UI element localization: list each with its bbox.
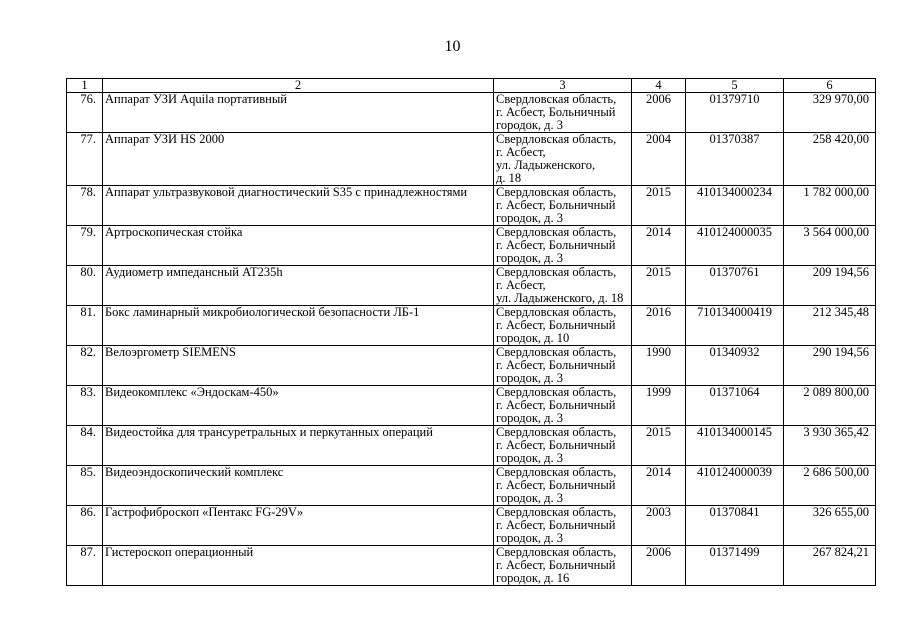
equipment-name-cell: Гистероскоп операционный xyxy=(103,546,494,586)
address-cell: Свердловская область, г. Асбест, Больничный городок, д. 3 xyxy=(494,466,632,506)
inventory-number-cell: 01340932 xyxy=(686,346,784,386)
cost-cell: 267 824,21 xyxy=(784,546,876,586)
row-number-cell: 78. xyxy=(67,186,103,226)
address-cell: Свердловская область, г. Асбест, Больничный городок, д. 10 xyxy=(494,306,632,346)
row-number-cell: 86. xyxy=(67,506,103,546)
column-header: 4 xyxy=(632,79,686,93)
row-number-cell: 77. xyxy=(67,133,103,186)
equipment-name-cell: Видеокомплекс «Эндоскам-450» xyxy=(103,386,494,426)
table-row xyxy=(67,466,876,506)
cost-cell: 3 564 000,00 xyxy=(784,226,876,266)
equipment-name-cell: Артроскопическая стойка xyxy=(103,226,494,266)
row-number-cell: 87. xyxy=(67,546,103,586)
address-cell: Свердловская область, г. Асбест, ул. Ладыженского, д. 18 xyxy=(494,266,632,306)
year-cell: 2015 xyxy=(632,186,686,226)
equipment-name-cell: Видеоэндоскопический комплекс xyxy=(103,466,494,506)
row-number-cell: 81. xyxy=(67,306,103,346)
table-row xyxy=(67,386,876,426)
year-cell: 2004 xyxy=(632,133,686,186)
cost-cell: 326 655,00 xyxy=(784,506,876,546)
cost-cell: 2 089 800,00 xyxy=(784,386,876,426)
table-row xyxy=(67,306,876,346)
address-cell: Свердловская область, г. Асбест, Больничный городок, д. 3 xyxy=(494,346,632,386)
table-row xyxy=(67,506,876,546)
equipment-name-cell: Велоэргометр SIEMENS xyxy=(103,346,494,386)
inventory-number-cell: 410124000035 xyxy=(686,226,784,266)
year-cell: 1999 xyxy=(632,386,686,426)
table-row xyxy=(67,186,876,226)
year-cell: 2006 xyxy=(632,93,686,133)
row-number-cell: 82. xyxy=(67,346,103,386)
row-number-cell: 80. xyxy=(67,266,103,306)
column-header: 5 xyxy=(686,79,784,93)
table-row xyxy=(67,266,876,306)
column-header: 3 xyxy=(494,79,632,93)
table-row xyxy=(67,546,876,586)
inventory-number-cell: 01370761 xyxy=(686,266,784,306)
column-number-row xyxy=(67,79,876,93)
table-row xyxy=(67,133,876,186)
address-cell: Свердловская область, г. Асбест, Больничный городок, д. 3 xyxy=(494,426,632,466)
row-number-cell: 84. xyxy=(67,426,103,466)
row-number-cell: 76. xyxy=(67,93,103,133)
year-cell: 2006 xyxy=(632,546,686,586)
address-cell: Свердловская область, г. Асбест, Больничный городок, д. 3 xyxy=(494,93,632,133)
equipment-name-cell: Бокс ламинарный микробиологической безопасности ЛБ-1 xyxy=(103,306,494,346)
inventory-table xyxy=(66,78,876,586)
row-number-cell: 83. xyxy=(67,386,103,426)
equipment-name-cell: Аппарат УЗИ Aquila портативный xyxy=(103,93,494,133)
row-number-cell: 79. xyxy=(67,226,103,266)
inventory-number-cell: 01371499 xyxy=(686,546,784,586)
cost-cell: 209 194,56 xyxy=(784,266,876,306)
table-row xyxy=(67,93,876,133)
equipment-name-cell: Аппарат ультразвуковой диагностический S35 с принадлежностями xyxy=(103,186,494,226)
inventory-number-cell: 01371064 xyxy=(686,386,784,426)
year-cell: 2003 xyxy=(632,506,686,546)
inventory-number-cell: 710134000419 xyxy=(686,306,784,346)
year-cell: 2014 xyxy=(632,226,686,266)
cost-cell: 1 782 000,00 xyxy=(784,186,876,226)
row-number-cell: 85. xyxy=(67,466,103,506)
inventory-number-cell: 01379710 xyxy=(686,93,784,133)
year-cell: 2015 xyxy=(632,426,686,466)
equipment-name-cell: Аудиометр импедансный АТ235h xyxy=(103,266,494,306)
address-cell: Свердловская область, г. Асбест, ул. Ладыженского, д. 18 xyxy=(494,133,632,186)
cost-cell: 212 345,48 xyxy=(784,306,876,346)
cost-cell: 329 970,00 xyxy=(784,93,876,133)
year-cell: 1990 xyxy=(632,346,686,386)
inventory-number-cell: 410134000145 xyxy=(686,426,784,466)
cost-cell: 2 686 500,00 xyxy=(784,466,876,506)
cost-cell: 3 930 365,42 xyxy=(784,426,876,466)
equipment-name-cell: Видеостойка для трансуретральных и перкутанных операций xyxy=(103,426,494,466)
address-cell: Свердловская область, г. Асбест, Больничный городок, д. 3 xyxy=(494,386,632,426)
inventory-number-cell: 01370387 xyxy=(686,133,784,186)
inventory-number-cell: 410134000234 xyxy=(686,186,784,226)
page-number: 10 xyxy=(444,38,461,55)
inventory-number-cell: 410124000039 xyxy=(686,466,784,506)
year-cell: 2016 xyxy=(632,306,686,346)
address-cell: Свердловская область, г. Асбест, Больничный городок, д. 3 xyxy=(494,226,632,266)
column-header: 2 xyxy=(103,79,494,93)
column-header: 1 xyxy=(67,79,103,93)
cost-cell: 258 420,00 xyxy=(784,133,876,186)
inventory-number-cell: 01370841 xyxy=(686,506,784,546)
equipment-name-cell: Гастрофиброскоп «Пентакс FG-29V» xyxy=(103,506,494,546)
cost-cell: 290 194,56 xyxy=(784,346,876,386)
address-cell: Свердловская область, г. Асбест, Больничный городок, д. 16 xyxy=(494,546,632,586)
address-cell: Свердловская область, г. Асбест, Больничный городок, д. 3 xyxy=(494,506,632,546)
year-cell: 2015 xyxy=(632,266,686,306)
table-row xyxy=(67,426,876,466)
table-row xyxy=(67,346,876,386)
year-cell: 2014 xyxy=(632,466,686,506)
table-row xyxy=(67,226,876,266)
address-cell: Свердловская область, г. Асбест, Больничный городок, д. 3 xyxy=(494,186,632,226)
column-header: 6 xyxy=(784,79,876,93)
equipment-name-cell: Аппарат УЗИ HS 2000 xyxy=(103,133,494,186)
